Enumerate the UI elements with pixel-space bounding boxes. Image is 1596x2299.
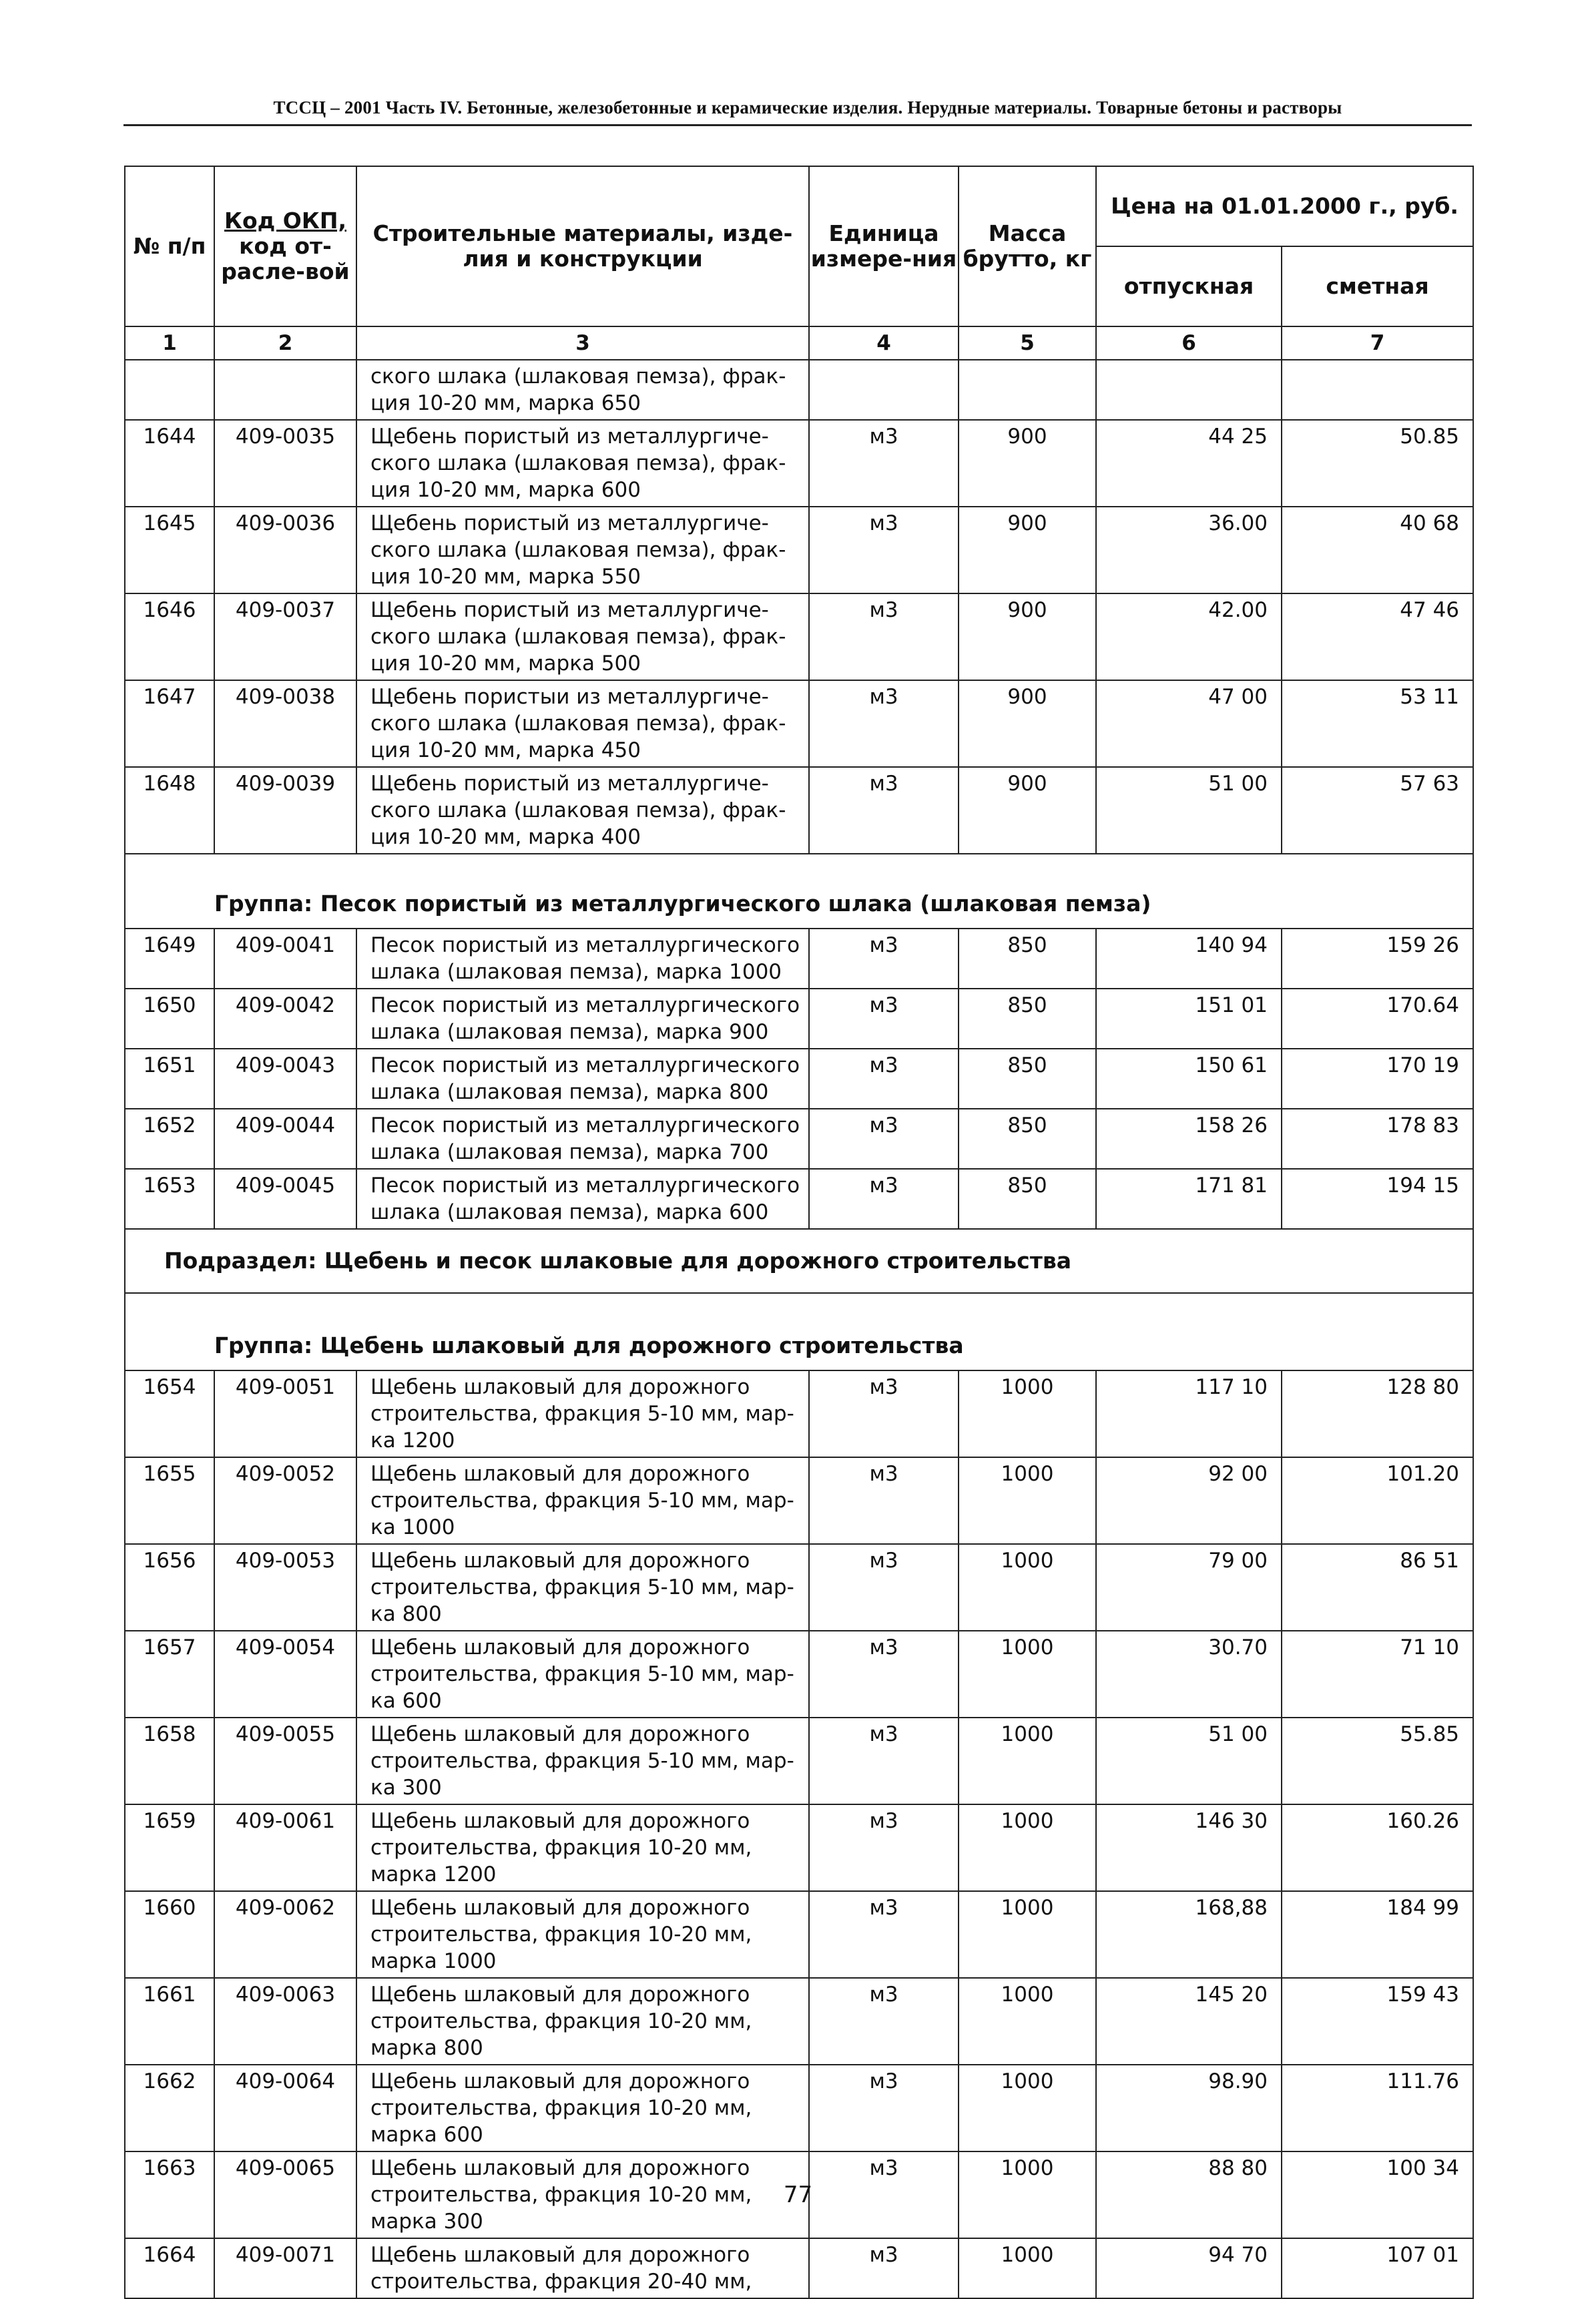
table-row	[125, 1544, 1473, 1631]
table-row	[125, 2065, 1473, 2151]
cell-mass: 900	[959, 680, 1096, 767]
column-number-row	[125, 326, 1473, 360]
cell-mass: 900	[959, 767, 1096, 854]
cell-num: 1646	[125, 593, 214, 680]
cell-price-release: 145 20	[1096, 1978, 1282, 2065]
cell-code: 409-0043	[214, 1049, 356, 1109]
cell-mass: 850	[959, 989, 1096, 1049]
cell-price-release: 44 25	[1096, 420, 1282, 507]
table-row	[125, 929, 1473, 989]
cell-num: 1663	[125, 2151, 214, 2238]
cell-name: Щебень пористый из металлургиче-ского шлака (шлаковая пемза), фрак-ция 10-20 мм, марка 500	[356, 593, 809, 680]
cell-mass: 1000	[959, 2151, 1096, 2238]
cell-name: Щебень шлаковый для дорожного строительства, фракция 10-20 мм, марка 600	[356, 2065, 809, 2151]
cell-num	[125, 360, 214, 420]
cell-unit: м3	[809, 1804, 959, 1891]
cell-num: 1645	[125, 507, 214, 593]
cell-mass: 1000	[959, 1804, 1096, 1891]
cell-mass: 1000	[959, 2065, 1096, 2151]
cell-name: Щебень шлаковый для дорожного строительства, фракция 5-10 мм, мар-ка 1000	[356, 1457, 809, 1544]
cell-price-estimate: 47 46	[1282, 593, 1473, 680]
column-number: 5	[959, 326, 1096, 360]
cell-name: Щебень пористый из металлургиче-ского шлака (шлаковая пемза), фрак-ция 10-20 мм, марка 600	[356, 420, 809, 507]
cell-mass: 1000	[959, 1978, 1096, 2065]
cell-price-release: 150 61	[1096, 1049, 1282, 1109]
cell-code: 409-0036	[214, 507, 356, 593]
cell-unit: м3	[809, 1169, 959, 1229]
cell-name: Щебень шлаковый для дорожного строительства, фракция 5-10 мм, мар-ка 1200	[356, 1370, 809, 1457]
header-rule	[123, 124, 1472, 126]
cell-code: 409-0061	[214, 1804, 356, 1891]
cell-num: 1658	[125, 1718, 214, 1804]
cell-num: 1660	[125, 1891, 214, 1978]
cell-name: Щебень пористый из металлургиче-ского шлака (шлаковая пемза), фрак-ция 10-20 мм, марка 400	[356, 767, 809, 854]
cell-price-estimate: 184 99	[1282, 1891, 1473, 1978]
cell-mass: 1000	[959, 1718, 1096, 1804]
table-row	[125, 1457, 1473, 1544]
table-row	[125, 1169, 1473, 1229]
cell-num: 1653	[125, 1169, 214, 1229]
table-row	[125, 420, 1473, 507]
cell-mass	[959, 360, 1096, 420]
cell-code: 409-0042	[214, 989, 356, 1049]
cell-price-estimate: 50.85	[1282, 420, 1473, 507]
cell-unit: м3	[809, 767, 959, 854]
cell-price-release: 42.00	[1096, 593, 1282, 680]
cell-mass: 1000	[959, 2238, 1096, 2298]
cell-mass: 850	[959, 1169, 1096, 1229]
cell-unit: м3	[809, 680, 959, 767]
cell-num: 1662	[125, 2065, 214, 2151]
cell-code	[214, 360, 356, 420]
cell-code: 409-0055	[214, 1718, 356, 1804]
table-row	[125, 1049, 1473, 1109]
cell-code: 409-0054	[214, 1631, 356, 1718]
group-title-row	[125, 1293, 1473, 1370]
cell-unit: м3	[809, 989, 959, 1049]
cell-name: Щебень пористый из металлургиче-ского шлака (шлаковая пемза), фрак-ция 10-20 мм, марка 550	[356, 507, 809, 593]
cell-code: 409-0035	[214, 420, 356, 507]
subsection-title: Подраздел: Щебень и песок шлаковые для дорожного строительства	[125, 1229, 1473, 1293]
header-col-code-okp: Код ОКП,	[224, 208, 346, 234]
cell-mass: 850	[959, 929, 1096, 989]
cell-mass: 850	[959, 1109, 1096, 1169]
table-row	[125, 767, 1473, 854]
table-body	[125, 360, 1473, 2298]
cell-price-estimate: 170.64	[1282, 989, 1473, 1049]
cell-name: Щебень шлаковый для дорожного строительства, фракция 10-20 мм, марка 300	[356, 2151, 809, 2238]
cell-name: Песок пористый из металлургического шлака (шлаковая пемза), марка 900	[356, 989, 809, 1049]
cell-mass: 1000	[959, 1631, 1096, 1718]
cell-code: 409-0052	[214, 1457, 356, 1544]
subsection-title-row	[125, 1229, 1473, 1293]
cell-name: Песок пористый из металлургического шлака (шлаковая пемза), марка 1000	[356, 929, 809, 989]
cell-price-release: 94 70	[1096, 2238, 1282, 2298]
table-row	[125, 1631, 1473, 1718]
cell-code: 409-0062	[214, 1891, 356, 1978]
column-number: 1	[125, 326, 214, 360]
cell-price-estimate	[1282, 360, 1473, 420]
column-number: 3	[356, 326, 809, 360]
cell-unit: м3	[809, 1978, 959, 2065]
cell-name: Щебень шлаковый для дорожного строительства, фракция 20-40 мм,	[356, 2238, 809, 2298]
header-col-mass: Масса брутто, кг	[959, 166, 1096, 326]
cell-mass: 900	[959, 507, 1096, 593]
header-col-code-branch: код от-расле-вой	[221, 233, 350, 284]
cell-name: Щебень шлаковый для дорожного строительства, фракция 10-20 мм, марка 1000	[356, 1891, 809, 1978]
cell-price-release: 140 94	[1096, 929, 1282, 989]
group-title: Группа: Песок пористый из металлургического шлака (шлаковая пемза)	[125, 854, 1473, 929]
cell-unit: м3	[809, 1457, 959, 1544]
cell-name: Щебень шлаковый для дорожного строительства, фракция 5-10 мм, мар-ка 300	[356, 1718, 809, 1804]
cell-price-release: 117 10	[1096, 1370, 1282, 1457]
cell-unit: м3	[809, 1049, 959, 1109]
cell-code: 409-0041	[214, 929, 356, 989]
cell-unit: м3	[809, 1891, 959, 1978]
cell-mass: 1000	[959, 1544, 1096, 1631]
cell-price-estimate: 107 01	[1282, 2238, 1473, 2298]
cell-name: ского шлака (шлаковая пемза), фрак-ция 10-20 мм, марка 650	[356, 360, 809, 420]
cell-price-release: 51 00	[1096, 767, 1282, 854]
cell-code: 409-0038	[214, 680, 356, 767]
cell-price-estimate: 71 10	[1282, 1631, 1473, 1718]
cell-name: Песок пористый из металлургического шлака (шлаковая пемза), марка 800	[356, 1049, 809, 1109]
cell-unit: м3	[809, 2151, 959, 2238]
table-row	[125, 1891, 1473, 1978]
cell-price-release	[1096, 360, 1282, 420]
cell-price-estimate: 57 63	[1282, 767, 1473, 854]
cell-code: 409-0037	[214, 593, 356, 680]
cell-code: 409-0064	[214, 2065, 356, 2151]
cell-price-release: 79 00	[1096, 1544, 1282, 1631]
cell-price-release: 36.00	[1096, 507, 1282, 593]
cell-num: 1644	[125, 420, 214, 507]
cell-unit	[809, 360, 959, 420]
cell-unit: м3	[809, 507, 959, 593]
table-row	[125, 507, 1473, 593]
header-col-price: Цена на 01.01.2000 г., руб.	[1096, 166, 1473, 246]
table-row	[125, 1370, 1473, 1457]
cell-code: 409-0039	[214, 767, 356, 854]
cell-name: Щебень шлаковый для дорожного строительства, фракция 10-20 мм, марка 800	[356, 1978, 809, 2065]
cell-unit: м3	[809, 1544, 959, 1631]
cell-num: 1664	[125, 2238, 214, 2298]
cell-num: 1659	[125, 1804, 214, 1891]
table-row	[125, 989, 1473, 1049]
column-number: 2	[214, 326, 356, 360]
cell-name: Щебень пористыи из металлургиче-ского шлака (шлаковая пемза), фрак-ция 10-20 мм, марка 450	[356, 680, 809, 767]
cell-name: Песок пористый из металлургического шлака (шлаковая пемза), марка 600	[356, 1169, 809, 1229]
cell-unit: м3	[809, 2065, 959, 2151]
cell-mass: 1000	[959, 1457, 1096, 1544]
cell-code: 409-0063	[214, 1978, 356, 2065]
cell-num: 1649	[125, 929, 214, 989]
cell-code: 409-0053	[214, 1544, 356, 1631]
cell-price-estimate: 55.85	[1282, 1718, 1473, 1804]
cell-name: Щебень шлаковый для дорожного строительства, фракция 10-20 мм, марка 1200	[356, 1804, 809, 1891]
cell-price-estimate: 160.26	[1282, 1804, 1473, 1891]
cell-price-release: 171 81	[1096, 1169, 1282, 1229]
cell-price-release: 51 00	[1096, 1718, 1282, 1804]
cell-price-estimate: 100 34	[1282, 2151, 1473, 2238]
cell-name: Песок пористый из металлургического шлака (шлаковая пемза), марка 700	[356, 1109, 809, 1169]
header-col-unit: Единица измере-ния	[809, 166, 959, 326]
header-col-price-release: отпускная	[1096, 246, 1282, 326]
cell-price-estimate: 111.76	[1282, 2065, 1473, 2151]
group-title: Группа: Щебень шлаковый для дорожного строительства	[125, 1293, 1473, 1370]
cell-unit: м3	[809, 1631, 959, 1718]
header-col-price-estimate: сметная	[1282, 246, 1473, 326]
cell-price-release: 92 00	[1096, 1457, 1282, 1544]
table-row	[125, 1978, 1473, 2065]
running-header: ТССЦ – 2001 Часть IV. Бетонные, железобетонные и керамические изделия. Нерудные материалы. Товарные бетоны и растворы	[273, 97, 1342, 117]
cell-mass: 900	[959, 593, 1096, 680]
cell-num: 1654	[125, 1370, 214, 1457]
cell-price-estimate: 159 26	[1282, 929, 1473, 989]
cell-num: 1651	[125, 1049, 214, 1109]
table-row	[125, 593, 1473, 680]
cell-price-release: 30.70	[1096, 1631, 1282, 1718]
group-title-row	[125, 854, 1473, 929]
column-number: 4	[809, 326, 959, 360]
cell-num: 1652	[125, 1109, 214, 1169]
table-row	[125, 680, 1473, 767]
cell-price-estimate: 86 51	[1282, 1544, 1473, 1631]
cell-code: 409-0044	[214, 1109, 356, 1169]
cell-price-estimate: 194 15	[1282, 1169, 1473, 1229]
cell-code: 409-0051	[214, 1370, 356, 1457]
cell-num: 1656	[125, 1544, 214, 1631]
cell-unit: м3	[809, 593, 959, 680]
table-row	[125, 2238, 1473, 2298]
cell-unit: м3	[809, 1109, 959, 1169]
cell-mass: 1000	[959, 1370, 1096, 1457]
cell-price-estimate: 53 11	[1282, 680, 1473, 767]
cell-code: 409-0071	[214, 2238, 356, 2298]
header-col-num: № п/п	[125, 166, 214, 326]
cell-num: 1647	[125, 680, 214, 767]
table-row	[125, 1718, 1473, 1804]
cell-price-estimate: 128 80	[1282, 1370, 1473, 1457]
cell-price-release: 98.90	[1096, 2065, 1282, 2151]
cell-name: Щебень шлаковый для дорожного строительства, фракция 5-10 мм, мар-ка 800	[356, 1544, 809, 1631]
cell-unit: м3	[809, 1718, 959, 1804]
column-number: 6	[1096, 326, 1282, 360]
cell-mass: 1000	[959, 1891, 1096, 1978]
page-number: 77	[783, 2182, 813, 2208]
cell-unit: м3	[809, 420, 959, 507]
header-col-code	[214, 166, 356, 326]
cell-code: 409-0065	[214, 2151, 356, 2238]
cell-unit: м3	[809, 1370, 959, 1457]
cell-price-release: 88 80	[1096, 2151, 1282, 2238]
cell-price-release: 146 30	[1096, 1804, 1282, 1891]
table-row	[125, 1804, 1473, 1891]
cell-num: 1655	[125, 1457, 214, 1544]
cell-price-estimate: 170 19	[1282, 1049, 1473, 1109]
cell-num: 1657	[125, 1631, 214, 1718]
cell-price-estimate: 101.20	[1282, 1457, 1473, 1544]
table-row	[125, 1109, 1473, 1169]
cell-mass: 900	[959, 420, 1096, 507]
cell-unit: м3	[809, 929, 959, 989]
cell-num: 1661	[125, 1978, 214, 2065]
cell-price-estimate: 178 83	[1282, 1109, 1473, 1169]
price-table	[124, 166, 1474, 2299]
cell-code: 409-0045	[214, 1169, 356, 1229]
column-number: 7	[1282, 326, 1473, 360]
cell-price-release: 151 01	[1096, 989, 1282, 1049]
cell-num: 1650	[125, 989, 214, 1049]
cell-name: Щебень шлаковый для дорожного строительства, фракция 5-10 мм, мар-ка 600	[356, 1631, 809, 1718]
cell-unit: м3	[809, 2238, 959, 2298]
cell-price-release: 158 26	[1096, 1109, 1282, 1169]
cell-price-estimate: 159 43	[1282, 1978, 1473, 2065]
continuation-row	[125, 360, 1473, 420]
cell-price-estimate: 40 68	[1282, 507, 1473, 593]
cell-price-release: 168,88	[1096, 1891, 1282, 1978]
cell-num: 1648	[125, 767, 214, 854]
table-header	[125, 166, 1473, 360]
header-col-name: Строительные материалы, изде-лия и конструкции	[356, 166, 809, 326]
cell-price-release: 47 00	[1096, 680, 1282, 767]
cell-mass: 850	[959, 1049, 1096, 1109]
